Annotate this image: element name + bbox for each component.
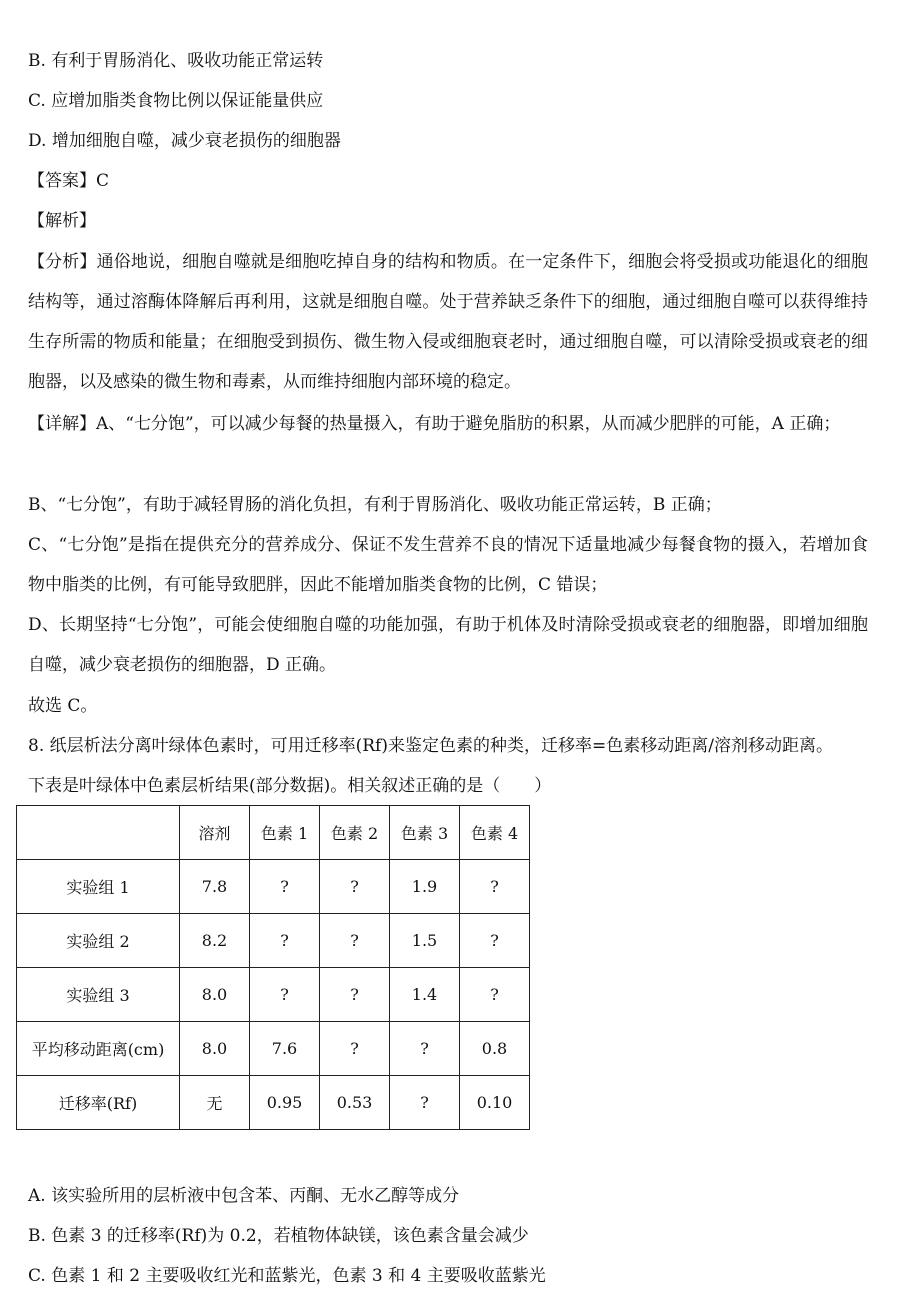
table-row bbox=[17, 968, 530, 1022]
table-row bbox=[17, 914, 530, 968]
table-cell: 实验组 1 bbox=[17, 860, 180, 914]
pigment-table bbox=[16, 805, 530, 1130]
table-cell: ? bbox=[320, 914, 390, 968]
table-cell: 0.8 bbox=[460, 1022, 530, 1076]
q8-option-a: A. 该实验所用的层析液中包含苯、丙酮、无水乙醇等成分 bbox=[28, 1186, 460, 1206]
table-cell: 平均移动距离(cm) bbox=[17, 1022, 180, 1076]
table-row bbox=[17, 1022, 530, 1076]
table-header-cell bbox=[17, 806, 180, 860]
table-cell: ? bbox=[250, 860, 320, 914]
q8-option-b: B. 色素 3 的迁移率(Rf)为 0.2，若植物体缺镁，该色素含量会减少 bbox=[28, 1226, 529, 1246]
choose-line: 故选 C。 bbox=[28, 696, 98, 716]
table-row bbox=[17, 1076, 530, 1130]
table-cell: ? bbox=[320, 968, 390, 1022]
table-cell: 1.5 bbox=[390, 914, 460, 968]
table-cell: 无 bbox=[180, 1076, 250, 1130]
table-cell: ? bbox=[390, 1022, 460, 1076]
table-cell: 7.8 bbox=[180, 860, 250, 914]
answer-line: 【答案】C bbox=[28, 171, 110, 191]
table-cell: 0.53 bbox=[320, 1076, 390, 1130]
table-cell: 迁移率(Rf) bbox=[17, 1076, 180, 1130]
table-cell: 7.6 bbox=[250, 1022, 320, 1076]
option-c-prev: C. 应增加脂类食物比例以保证能量供应 bbox=[28, 91, 324, 111]
table-cell: 1.9 bbox=[390, 860, 460, 914]
xiangjie-a: 【详解】A、“七分饱”，可以减少每餐的热量摄入，有助于避免脂肪的积累，从而减少肥胖的可能，A 正确； bbox=[28, 414, 841, 434]
table-cell: 8.0 bbox=[180, 1022, 250, 1076]
option-d-prev: D. 增加细胞自噬，减少衰老损伤的细胞器 bbox=[28, 131, 341, 151]
xiangjie-d: D、长期坚持“七分饱”，可能会使细胞自噬的功能加强，有助于机体及时清除受损或衰老的细胞器，即增加细胞自噬，减少衰老损伤的细胞器，D 正确。 bbox=[28, 615, 868, 675]
xiangjie-b: B、“七分饱”，有助于减轻胃肠的消化负担，有利于胃肠消化、吸收功能正常运转，B 正确； bbox=[28, 495, 722, 515]
fenxi-paragraph: 【分析】通俗地说，细胞自噬就是细胞吃掉自身的结构和物质。在一定条件下，细胞会将受损或功能退化的细胞结构等，通过溶酶体降解后再利用，这就是细胞自噬。处于营养缺乏条件下的细胞，通过细胞自噬可以获得维持生存所需的物质和能量；在细胞受到损伤、微生物入侵或细胞衰老时，通过细胞自噬，可以清除受损或衰老的细胞器，以及感染的微生物和毒素，从而维持细胞内部环境的稳定。 bbox=[28, 252, 868, 392]
table-header-cell: 溶剂 bbox=[180, 806, 250, 860]
q8-option-c: C. 色素 1 和 2 主要吸收红光和蓝紫光，色素 3 和 4 主要吸收蓝紫光 bbox=[28, 1266, 546, 1286]
table-header-cell: 色素 2 bbox=[320, 806, 390, 860]
table-header-cell: 色素 4 bbox=[460, 806, 530, 860]
table-cell: ? bbox=[320, 860, 390, 914]
question-8-line2: 下表是叶绿体中色素层析结果(部分数据)。相关叙述正确的是（ ） bbox=[28, 776, 552, 796]
table-cell: ? bbox=[460, 968, 530, 1022]
table-cell: 8.2 bbox=[180, 914, 250, 968]
table-cell: 实验组 3 bbox=[17, 968, 180, 1022]
xiangjie-c: C、“七分饱”是指在提供充分的营养成分、保证不发生营养不良的情况下适量地减少每餐食物的摄入，若增加食物中脂类的比例，有可能导致肥胖，因此不能增加脂类食物的比例，C 错误； bbox=[28, 535, 868, 595]
table-cell: 0.95 bbox=[250, 1076, 320, 1130]
table-cell: 1.4 bbox=[390, 968, 460, 1022]
table-header-cell: 色素 3 bbox=[390, 806, 460, 860]
table-cell: ? bbox=[250, 968, 320, 1022]
table-cell: ? bbox=[460, 914, 530, 968]
table-cell: 8.0 bbox=[180, 968, 250, 1022]
table-row bbox=[17, 860, 530, 914]
table-cell: ? bbox=[390, 1076, 460, 1130]
table-header-cell: 色素 1 bbox=[250, 806, 320, 860]
table-cell: ? bbox=[320, 1022, 390, 1076]
table-cell: ? bbox=[460, 860, 530, 914]
option-b-prev: B. 有利于胃肠消化、吸收功能正常运转 bbox=[28, 51, 324, 71]
question-8-line1: 8. 纸层析法分离叶绿体色素时，可用迁移率(Rf)来鉴定色素的种类，迁移率=色素移动距离/溶剂移动距离。 bbox=[28, 736, 833, 756]
analysis-label: 【解析】 bbox=[28, 211, 96, 231]
table-cell: 实验组 2 bbox=[17, 914, 180, 968]
table-cell: ? bbox=[250, 914, 320, 968]
table-header-row bbox=[17, 806, 530, 860]
table-cell: 0.10 bbox=[460, 1076, 530, 1130]
